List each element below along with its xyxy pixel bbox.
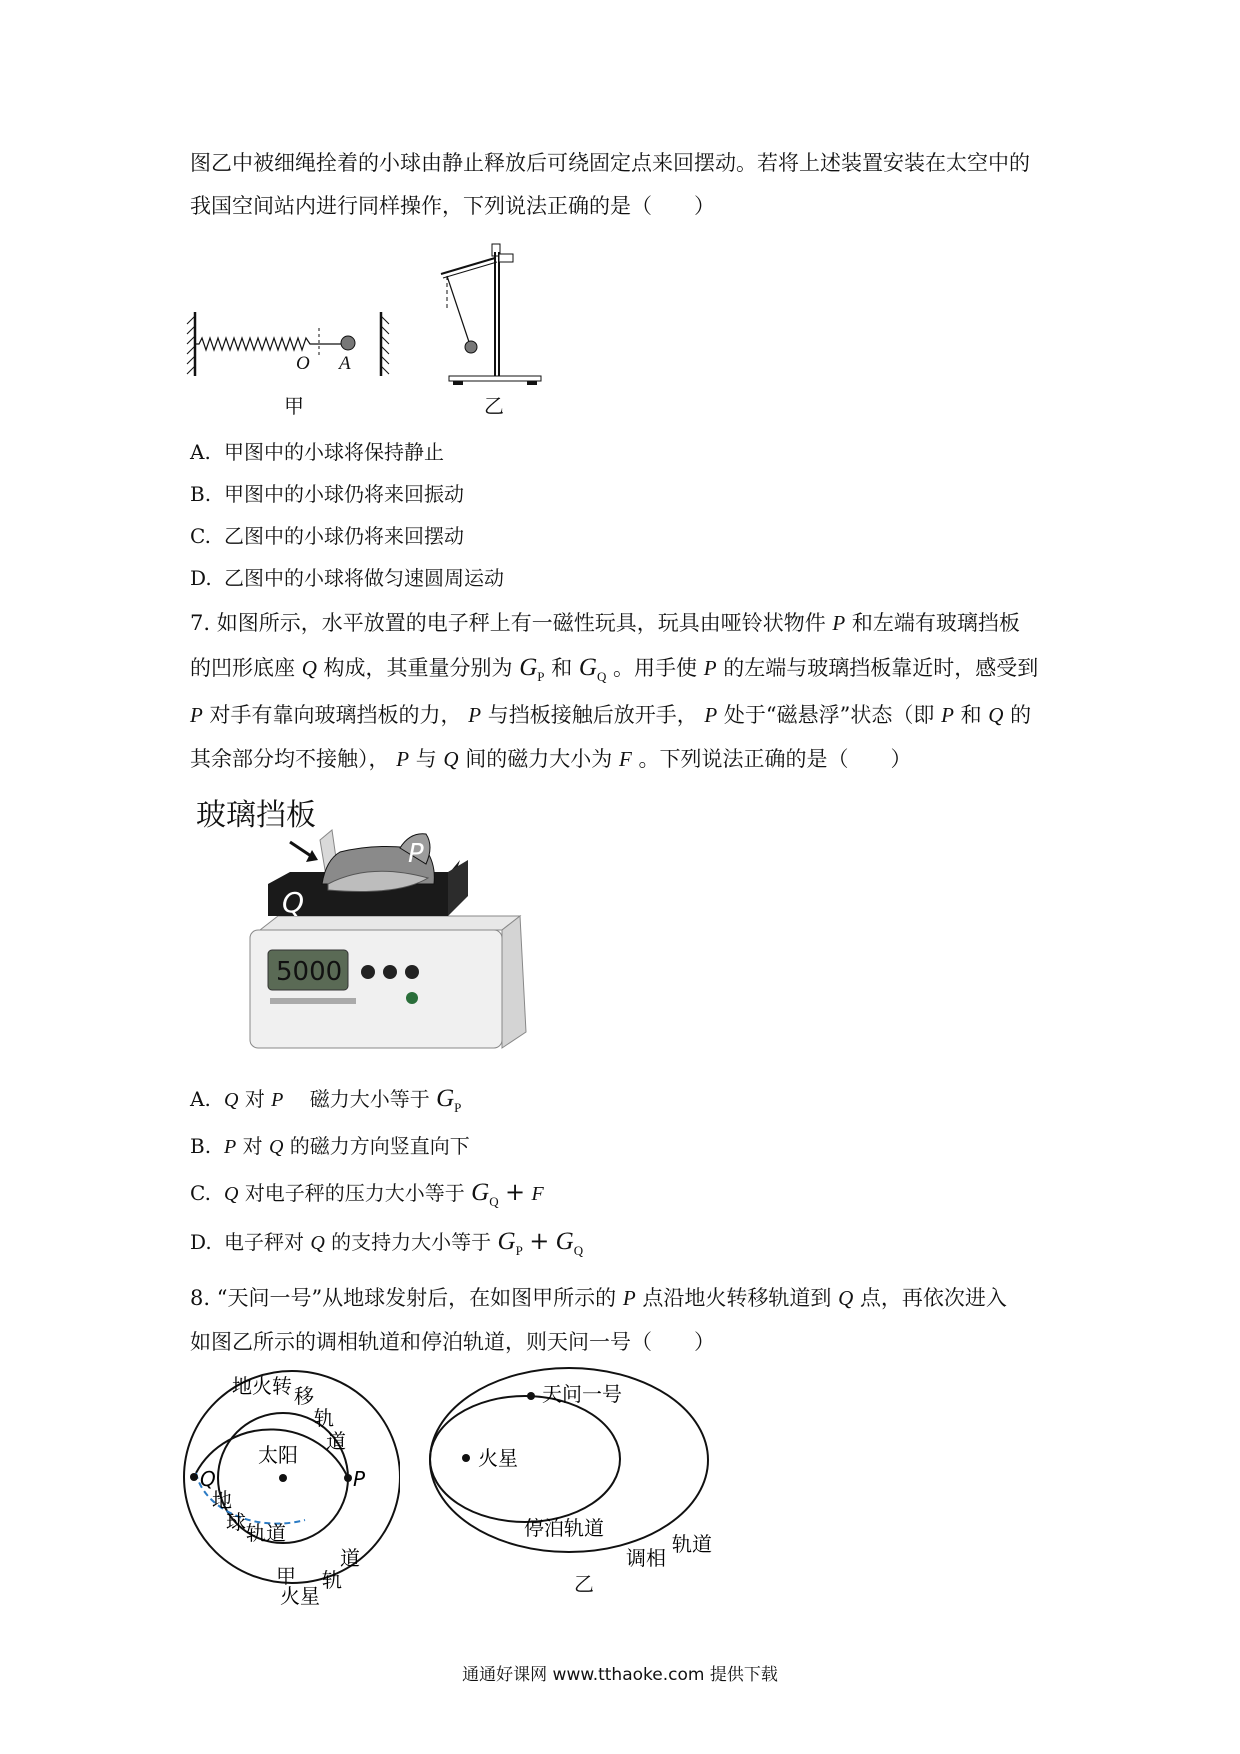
q7-scale-display: 5000 (276, 957, 343, 987)
q6-spring-figure (185, 300, 400, 390)
g-symbol: G (555, 1228, 574, 1255)
var-q: Q (988, 703, 1004, 727)
q7-stem-line-2 (190, 653, 1038, 692)
q7-option-a (190, 1085, 461, 1122)
q7-stem-line-1 (190, 608, 1020, 638)
g-symbol: G (519, 654, 538, 681)
q7-option-d (190, 1227, 583, 1265)
text: 的左端与玻璃挡板靠近时，感受到 (723, 656, 1039, 680)
q7-fig-q: Q (282, 886, 305, 919)
var-q: Q (838, 1286, 854, 1310)
q8-mars-label-2: 轨 (322, 1568, 342, 1592)
q6-label-o: O (296, 353, 310, 374)
var-p: P (224, 1136, 237, 1158)
text: 的 (1010, 703, 1032, 727)
q8-phasing-label-2: 轨道 (672, 1532, 712, 1556)
option-key: C. (190, 1181, 211, 1205)
q8-parking-label: 停泊轨道 (524, 1516, 604, 1540)
g-symbol: G (471, 1179, 490, 1206)
var-p: P (468, 703, 482, 727)
option-key: A. (190, 440, 211, 464)
var-f: F (618, 747, 632, 771)
text: 点，再依次进入 (859, 1286, 1007, 1310)
option-key: D. (190, 1230, 212, 1254)
var-p: P (941, 703, 954, 727)
page-footer: 通通好课网 www.tthaoke.com 提供下载 (462, 1665, 778, 1685)
q8-earth-label-2: 球 (226, 1510, 246, 1534)
g-q (471, 1179, 499, 1209)
g-subscript: Q (596, 669, 607, 684)
q8-stem-line-1 (190, 1283, 1007, 1313)
g-symbol: G (497, 1228, 516, 1255)
var-p: P (832, 611, 846, 635)
text: 电子秤对 (224, 1230, 304, 1254)
g-q (578, 654, 607, 684)
q6-option-d (190, 564, 504, 592)
q8-phasing-label-1: 调相 (626, 1546, 666, 1570)
q8-fig-p: P (353, 1467, 366, 1491)
g-subscript: Q (573, 1243, 584, 1258)
var-p: P (396, 747, 410, 771)
q6-stem-line-2: 我国空间站内进行同样操作，下列说法正确的是（ ） (190, 194, 715, 218)
q8-fig-q: Q (200, 1467, 216, 1491)
q7-scale-figure (230, 820, 540, 1070)
q7-fig-p: P (408, 839, 424, 869)
q6-pendulum-figure (435, 238, 545, 398)
q6-option-c (190, 522, 464, 550)
q6-option-b (190, 480, 464, 508)
option-text: 乙图中的小球将做匀速圆周运动 (224, 566, 504, 590)
g-symbol: G (436, 1085, 455, 1112)
text: 8. “天问一号”从地球发射后，在如图甲所示的 (190, 1286, 617, 1310)
text: 构成，其重量分别为 (323, 656, 513, 680)
text: 对手有靠向玻璃挡板的力， (209, 703, 462, 727)
g-q (555, 1228, 584, 1258)
option-key: B. (190, 1134, 212, 1158)
var-q: Q (224, 1183, 239, 1205)
option-key: B. (190, 482, 212, 506)
q6-caption-left: 甲 (284, 394, 304, 418)
option-text: 甲图中的小球将保持静止 (224, 440, 444, 464)
text: 和 (960, 703, 982, 727)
q8-probe-label: 天问一号 (542, 1382, 622, 1406)
g-p (497, 1228, 523, 1258)
var-q: Q (268, 1136, 284, 1158)
text: 对 (242, 1134, 263, 1158)
option-key: A. (190, 1087, 211, 1111)
text: 对 (244, 1087, 265, 1111)
q7-stem-line-3 (190, 700, 1031, 730)
q7-option-b (190, 1132, 470, 1161)
text: 对电子秤的压力大小等于 (244, 1181, 465, 1205)
q6-caption-right: 乙 (484, 394, 504, 418)
option-text: 乙图中的小球仍将来回摆动 (224, 524, 464, 548)
g-p (436, 1085, 462, 1115)
q8-earth-label-1: 地 (212, 1488, 232, 1512)
q8-mars-label-3: 火星 (280, 1584, 320, 1605)
q8-transfer-label-3: 轨 (314, 1406, 334, 1430)
var-q: Q (301, 656, 317, 680)
var-p: P (622, 1286, 636, 1310)
var-p: P (703, 656, 717, 680)
q8-mars-label: 火星 (478, 1446, 518, 1470)
g-subscript: P (454, 1100, 462, 1115)
q8-earth-label-3: 轨道 (246, 1521, 286, 1545)
var-q: Q (443, 747, 459, 771)
text: 处于“磁悬浮”状态（即 (723, 703, 935, 727)
q7-option-c (190, 1178, 544, 1216)
g-subscript: P (515, 1243, 523, 1258)
text: 的磁力方向竖直向下 (289, 1134, 470, 1158)
q8-caption-right: 乙 (574, 1572, 594, 1596)
g-p (519, 654, 545, 684)
q8-mars-orbits-figure (418, 1365, 738, 1585)
var-f: F (531, 1183, 544, 1205)
g-subscript: P (537, 669, 545, 684)
option-text: 甲图中的小球仍将来回振动 (224, 482, 464, 506)
q8-stem-line-2: 如图乙所示的调相轨道和停泊轨道，则天问一号（ ） (190, 1330, 715, 1354)
q6-stem-line-1: 图乙中被细绳拴着的小球由静止释放后可绕固定点来回摆动。若将上述装置安装在太空中的 (190, 151, 1030, 175)
text: 7. 如图所示，水平放置的电子秤上有一磁性玩具，玩具由哑铃状物件 (190, 611, 826, 635)
text: 和 (551, 656, 573, 680)
text: 。用手使 (613, 656, 698, 680)
text: 点沿地火转移轨道到 (642, 1286, 832, 1310)
var-q: Q (310, 1232, 325, 1254)
text: 间的磁力大小为 (465, 747, 613, 771)
q8-caption-left: 甲 (276, 1564, 296, 1588)
q8-transfer-label-2: 移 (294, 1384, 314, 1408)
text: 其余部分均不接触）， (190, 747, 390, 771)
text: 与挡板接触后放开手， (487, 703, 698, 727)
var-q: Q (224, 1089, 239, 1111)
q7-fig-label-glass: 玻璃挡板 (196, 798, 316, 833)
option-key: C. (190, 524, 211, 548)
var-p: P (271, 1089, 284, 1111)
option-key: D. (190, 566, 212, 590)
text: 磁力大小等于 (289, 1087, 430, 1111)
text: 和左端有玻璃挡板 (851, 611, 1020, 635)
q6-label-a: A (339, 353, 351, 374)
q8-transfer-label-1: 地火转 (232, 1374, 292, 1398)
plus-sign: + (504, 1178, 526, 1206)
text: 。下列说法正确的是（ ） (638, 747, 912, 771)
var-p: P (704, 703, 718, 727)
text: 的凹形底座 (190, 656, 295, 680)
plus-sign: + (529, 1227, 550, 1255)
q6-option-a (190, 438, 444, 466)
var-p: P (190, 703, 203, 727)
q8-transfer-label-4: 道 (326, 1429, 346, 1453)
g-symbol: G (578, 654, 597, 681)
q8-mars-label-1: 道 (340, 1546, 360, 1570)
q8-sun-label: 太阳 (258, 1443, 298, 1467)
text: 与 (415, 747, 437, 771)
q7-stem-line-4 (190, 744, 911, 774)
g-subscript: Q (489, 1194, 499, 1209)
text: 的支持力大小等于 (331, 1230, 492, 1254)
